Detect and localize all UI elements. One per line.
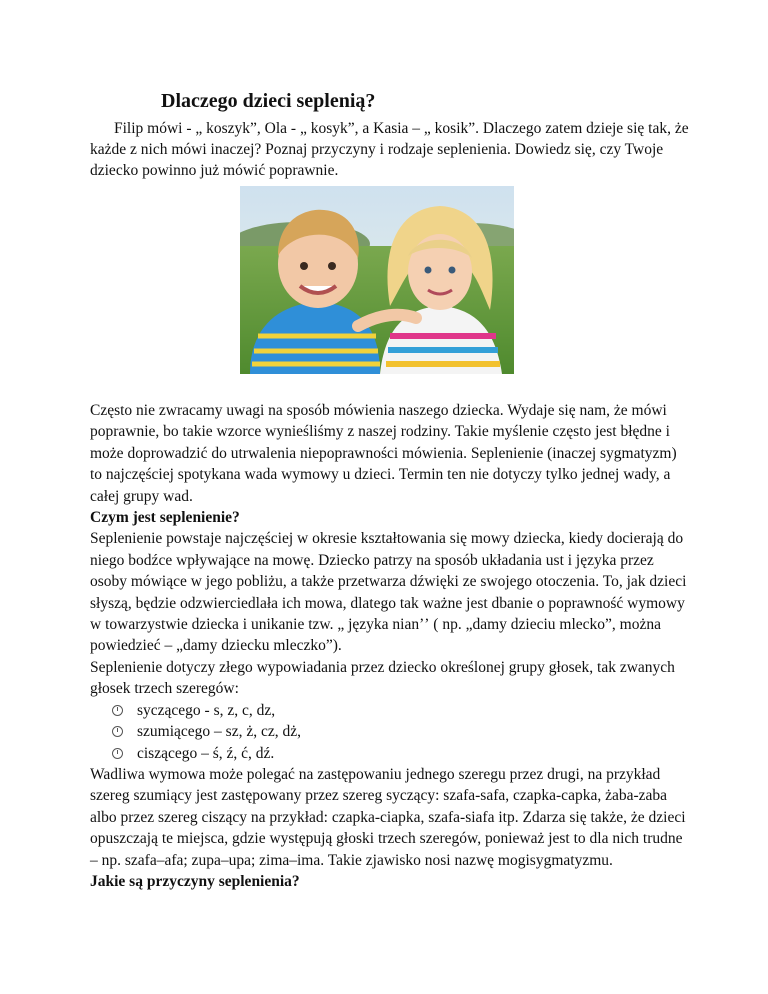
paragraph-origin: Seplenienie powstaje najczęściej w okresie kształtowania się mowy dziecka, kiedy docierają do niego bodźce wpływające na mowę. Dziecko patrzy na sposób układania ust i języka przez osoby mówiące w jego pobliżu, a także przetwarza dźwięki ze swojego otoczenia. To, jak dzieci słyszą, będzie odzwierciedlała ich mowa, dlatego tak ważne jest dbanie o poprawność wymowy w towarzystwie dziecka i unikanie tzw. „ języka nianʼʼ ( np. „damy dzieciu mlecko”, można powiedzieć – „damy dziecku mleczko”). (90, 530, 687, 655)
children-photo (240, 186, 514, 374)
clock-bullet-icon (112, 705, 123, 716)
heading-what-is-lisp: Czym jest seplenienie? (90, 509, 240, 527)
clock-bullet-icon (112, 726, 123, 737)
article-body (90, 400, 690, 892)
list-item-text: ciszącego – ś, ź, ć, dź. (137, 744, 275, 762)
sound-groups-list (90, 700, 690, 764)
list-item (112, 700, 690, 721)
paragraph-intro: Często nie zwracamy uwagi na sposób mówienia naszego dziecka. Wydaje się nam, że mówi poprawnie, bo takie wzorce wynieśliśmy z naszej rodziny. Takie myślenie często jest błędne i może doprowadzić do utrwalenia niepoprawności mówienia. Seplenienie (inaczej sygmatyzm) to najczęściej spotykana wada wymowy u dzieci. Termin ten nie dotyczy tylko jednej wady, a całej grupy wad. (90, 402, 677, 505)
clock-bullet-icon (112, 748, 123, 759)
heading-causes: Jakie są przyczyny seplenienia? (90, 872, 300, 890)
list-item-text: syczącego - s, z, c, dz, (137, 701, 276, 719)
list-item (112, 721, 690, 742)
article-title: Dlaczego dzieci seplenią? (161, 90, 376, 112)
paragraph-substitution: Wadliwa wymowa może polegać na zastępowaniu jednego szeregu przez drugi, na przykład szereg szumiący jest zastępowany przez szereg syczący: szafa-safa, czapka-capka, żaba-zaba albo przez szereg ciszący na przykład: czapka-ciapka, szafa-siafa itp. Zdarza się także, że dzieci opuszczają te miejsca, gdzie występują głoski trzech szeregów, ponieważ jest to dla nich trudne – np. szafa–afa; zupa–upa; zima–ima. Takie zjawisko nosi nazwę mogisygmatyzmu. (90, 765, 686, 869)
paragraph-groups: Seplenienie dotyczy złego wypowiadania przez dziecko określonej grupy głosek, tak zwanych głosek trzech szeregów: (90, 658, 675, 698)
article-lead: Filip mówi - „ koszyk”, Ola - „ kosyk”, a Kasia – „ kosik”. Dlaczego zatem dzieje się tak, że każde z nich mówi inaczej? Poznaj przyczyny i rodzaje seplenienia. Dowiedz się, czy Twoje dziecko powinno już mówić poprawnie. (90, 120, 689, 179)
list-item (112, 743, 690, 764)
list-item-text: szumiącego – sz, ż, cz, dż, (137, 723, 301, 741)
